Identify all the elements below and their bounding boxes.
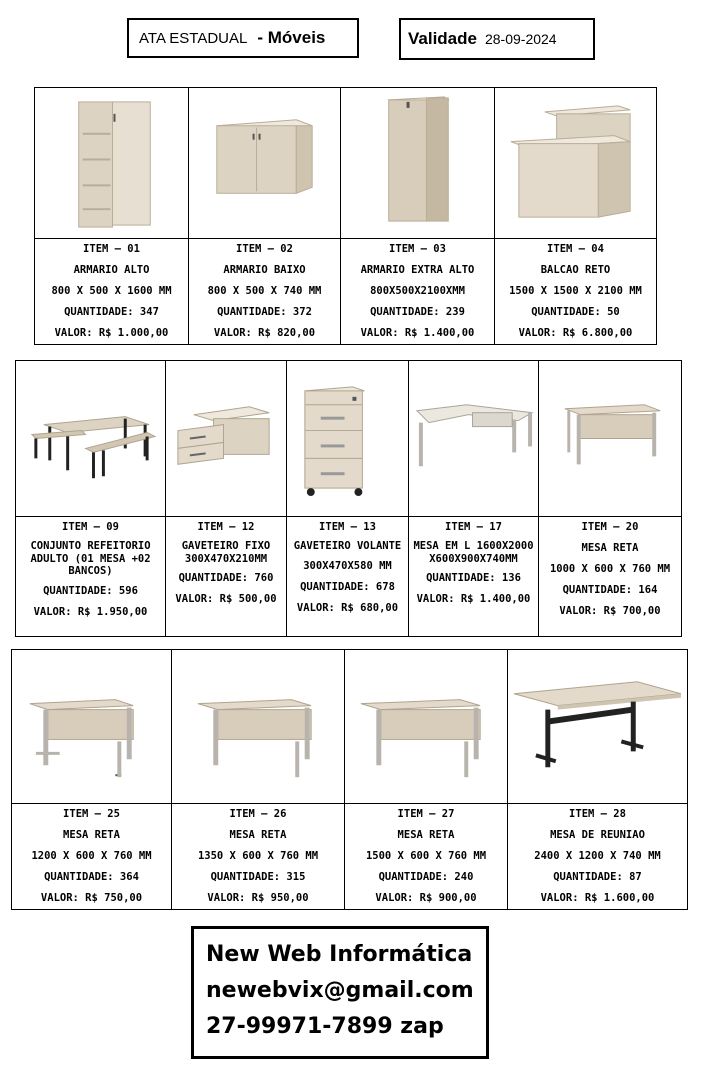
item-quantity: QUANTIDADE: 760 [178,572,274,584]
item-dimensions: 1350 X 600 X 760 MM [197,850,319,862]
item-name: MESA EM L 1600X2000X600X900X740MM [413,540,534,565]
item-card-03 [341,239,495,345]
item-name: ARMARIO ALTO [73,264,150,276]
ata-title-box [127,18,359,58]
mesa-reta-25-image [12,650,171,803]
product-image-item-13 [287,361,409,517]
item-dimensions: 2400 X 1200 X 740 MM [534,850,661,862]
item-quantity: QUANTIDADE: 364 [44,871,139,883]
item-number: ITEM – 26 [229,808,287,820]
item-quantity: QUANTIDADE: 240 [378,871,474,883]
item-number: ITEM – 13 [319,521,376,533]
company-name: New Web Informática [206,942,473,967]
ata-category: - Móveis [257,28,326,47]
item-name: ARMARIO BAIXO [223,264,306,276]
item-card-20 [539,517,682,637]
item-quantity: QUANTIDADE: 50 [531,306,620,318]
item-name: MESA DE REUNIAO [550,829,645,841]
contact-phone[interactable]: 27-99971-7899 zap [206,1014,444,1039]
validity-date: 28-09-2024 [484,31,557,47]
mesa-reta-27-image [345,650,507,803]
items-table-row2 [15,360,682,637]
conjunto-refeitorio-image [16,361,165,516]
item-name: MESA RETA [63,829,120,841]
validity-label: Validade [408,29,477,48]
mesa-reta-26-image [172,650,344,803]
item-dimensions: 800 X 500 X 740 MM [207,285,322,297]
item-number: ITEM – 09 [62,521,119,533]
item-number: ITEM – 27 [397,808,455,820]
product-image-item-09 [16,361,166,517]
gaveteiro-volante-image [287,361,408,516]
item-price: VALOR: R$ 900,00 [375,892,477,904]
item-name: CONJUNTO REFEITORIO ADULTO (01 MESA +02 BANCOS) [30,540,151,577]
product-image-item-20 [539,361,682,517]
item-name: ARMARIO EXTRA ALTO [360,264,475,276]
item-dimensions: 1500 X 600 X 760 MM [365,850,487,862]
item-card-17 [409,517,539,637]
product-image-item-03 [341,88,495,239]
item-card-09 [16,517,166,637]
contact-email[interactable]: newebvix@gmail.com [206,978,474,1003]
item-quantity: QUANTIDADE: 678 [300,580,395,593]
item-dimensions: 1000 X 600 X 760 MM [549,563,671,575]
item-number: ITEM – 25 [63,808,120,820]
item-quantity: QUANTIDADE: 136 [426,572,521,584]
item-dimensions: 800 X 500 X 1600 MM [51,285,172,297]
item-card-25 [12,804,172,910]
item-dimensions: 1200 X 600 X 760 MM [31,850,152,862]
product-image-item-26 [172,650,345,804]
item-quantity: QUANTIDADE: 372 [217,306,312,318]
item-price: VALOR: R$ 950,00 [207,892,309,904]
item-price: VALOR: R$ 6.800,00 [518,327,633,339]
item-card-02 [189,239,341,345]
item-dimensions: 800X500X2100XMM [370,285,465,297]
item-number: ITEM – 04 [547,243,604,255]
item-price: VALOR: R$ 1.400,00 [416,593,531,605]
item-number: ITEM – 01 [83,243,140,255]
armario-alto-image [35,88,188,238]
item-number: ITEM – 28 [569,808,626,820]
item-price: VALOR: R$ 820,00 [213,327,316,339]
product-image-item-17 [409,361,539,517]
mesa-reta-20-image [539,361,681,516]
item-dimensions: 300X470X580 MM [303,559,392,572]
item-quantity: QUANTIDADE: 239 [370,306,465,318]
item-name: MESA RETA [397,829,455,841]
item-card-28 [508,804,688,910]
item-name: MESA RETA [229,829,287,841]
items-table-row3 [11,649,688,910]
item-number: ITEM – 17 [445,521,502,533]
item-card-04 [495,239,657,345]
item-quantity: QUANTIDADE: 596 [43,584,138,597]
item-price: VALOR: R$ 500,00 [175,593,277,605]
item-quantity: QUANTIDADE: 347 [64,306,159,318]
mesa-em-l-image [409,361,538,516]
item-name: GAVETEIRO FIXO 300X470X210MM [181,540,271,565]
armario-baixo-image [189,88,340,238]
product-image-item-02 [189,88,341,239]
product-image-item-28 [508,650,688,804]
item-price: VALOR: R$ 1.600,00 [540,892,655,904]
item-card-01 [35,239,189,345]
item-quantity: QUANTIDADE: 164 [562,584,658,596]
item-card-27 [345,804,508,910]
product-image-item-01 [35,88,189,239]
item-number: ITEM – 12 [197,521,255,533]
item-price: VALOR: R$ 1.000,00 [54,327,169,339]
mesa-de-reuniao-image [508,650,687,803]
validity-box [399,18,595,60]
item-price: VALOR: R$ 1.950,00 [33,605,148,618]
gaveteiro-fixo-image [166,361,286,516]
item-quantity: QUANTIDADE: 315 [210,871,306,883]
item-number: ITEM – 03 [389,243,446,255]
contact-box [191,926,489,1059]
item-price: VALOR: R$ 1.400,00 [360,327,475,339]
product-image-item-12 [166,361,287,517]
item-card-13 [287,517,409,637]
item-price: VALOR: R$ 700,00 [559,605,661,617]
item-number: ITEM – 20 [581,521,639,533]
item-dimensions: 1500 X 1500 X 2100 MM [509,285,642,297]
item-price: VALOR: R$ 750,00 [40,892,143,904]
item-name: GAVETEIRO VOLANTE [293,540,402,552]
item-card-26 [172,804,345,910]
item-number: ITEM – 02 [236,243,293,255]
items-table-row1 [34,87,657,345]
product-image-item-04 [495,88,657,239]
ata-label: ATA ESTADUAL [139,29,248,47]
product-image-item-25 [12,650,172,804]
item-price: VALOR: R$ 680,00 [296,601,399,614]
item-name: BALCAO RETO [540,264,611,276]
balcao-reto-image [495,88,656,238]
item-name: MESA RETA [581,542,639,554]
item-quantity: QUANTIDADE: 87 [553,871,642,883]
armario-extra-alto-image [341,88,494,238]
product-image-item-27 [345,650,508,804]
item-card-12 [166,517,287,637]
